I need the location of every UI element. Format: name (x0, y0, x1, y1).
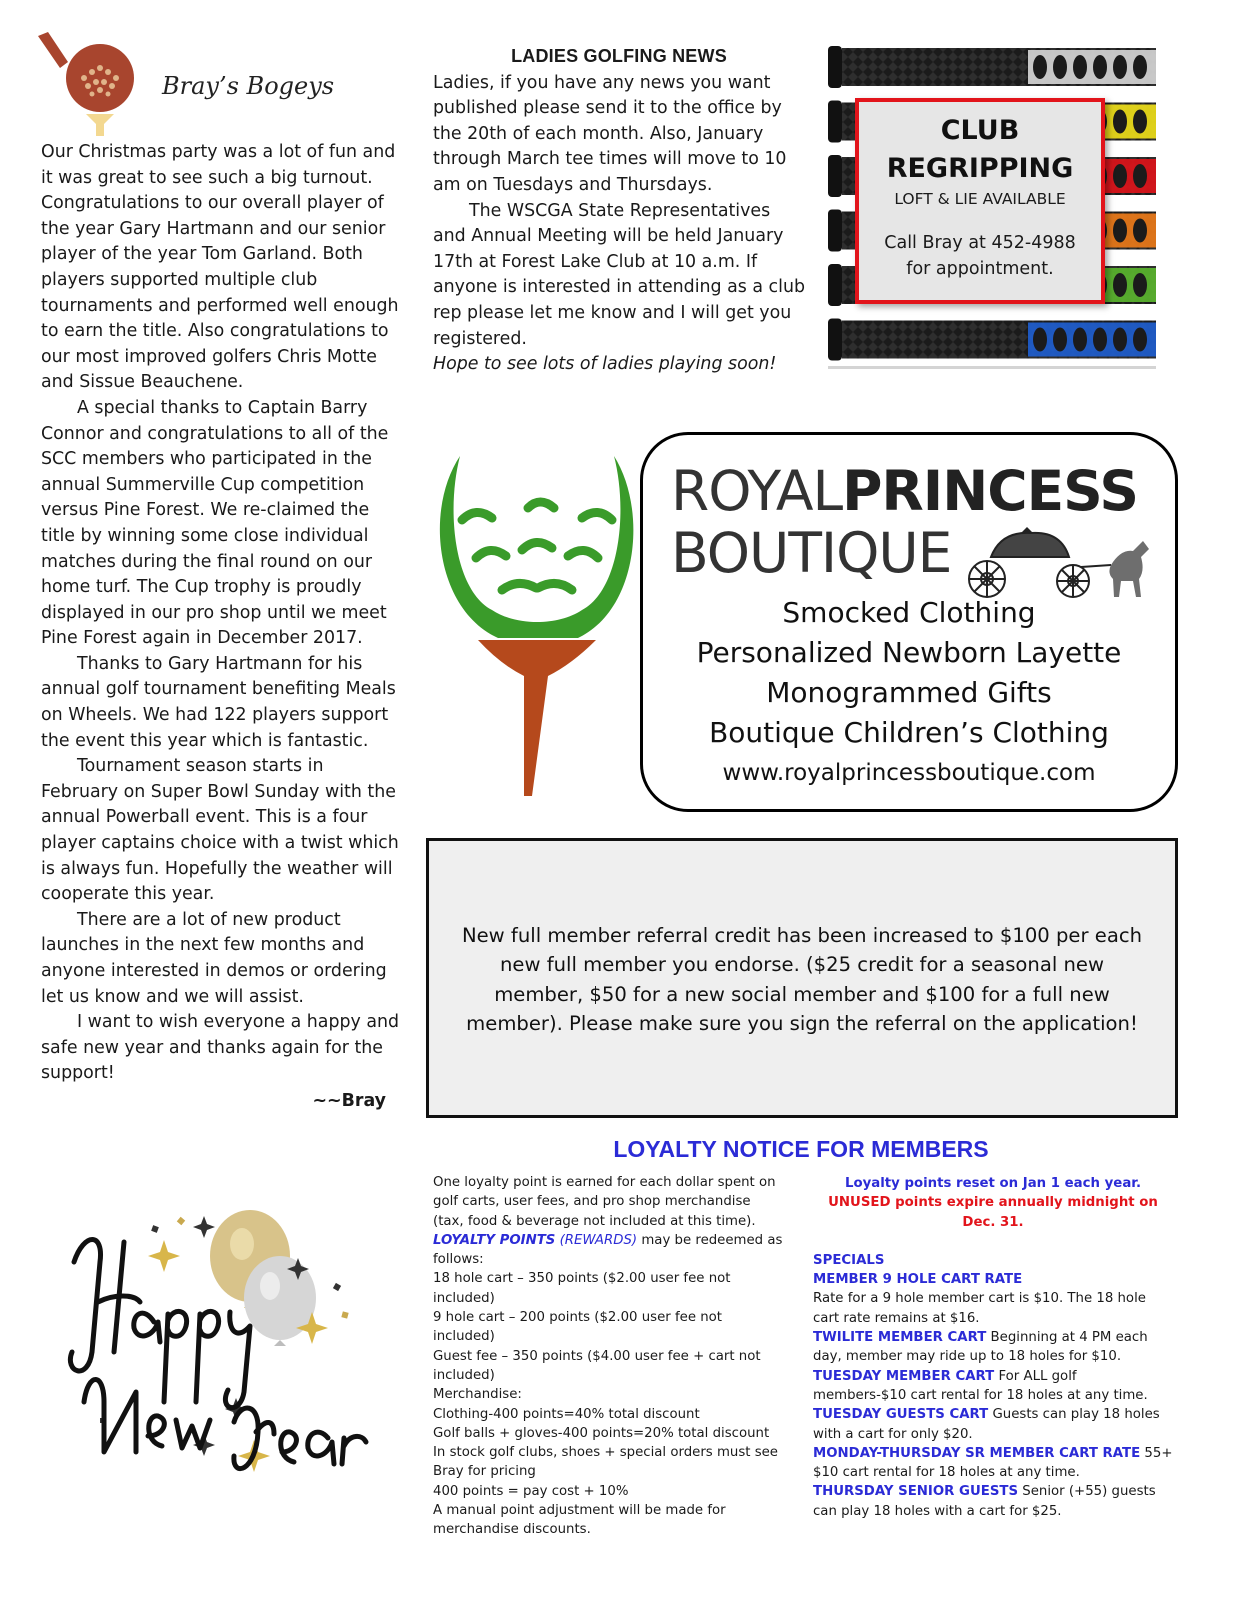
loyalty-item: Clothing-400 points=40% total discount (433, 1406, 700, 1422)
special-label: MONDAY-THURSDAY SR MEMBER CART RATE (813, 1445, 1141, 1461)
loyalty-points-label: LOYALTY POINTS (433, 1232, 556, 1248)
happy-new-year-graphic (44, 1202, 392, 1492)
boutique-name-light: ROYAL (671, 459, 843, 523)
regrip-title-line: CLUB (940, 115, 1020, 146)
special-item (813, 1367, 1173, 1406)
brays-bogeys-title: Bray’s Bogeys (162, 72, 335, 100)
special-label: THURSDAY SENIOR GUESTS (813, 1484, 1019, 1500)
loyalty-item: 18 hole cart – 350 points ($2.00 user fee not included) (433, 1271, 731, 1306)
loyalty-intro: One loyalty point is earned for each dollar spent on golf carts, user fees, and pro shop merchandise (tax, food & beverage not included at this time). (433, 1175, 776, 1229)
brays-paragraph: Thanks to Gary Hartmann for his annual golf tournament benefiting Meals on Wheels. We had 122 players support the event this year which is fantastic. (41, 653, 396, 751)
special-text: Guests can play 18 holes with a cart for only $20. (813, 1407, 1160, 1442)
rewards-label: (REWARDS) (559, 1232, 638, 1248)
boutique-name (671, 461, 1138, 521)
special-label: TUESDAY MEMBER CART (813, 1368, 995, 1384)
brays-bogeys-column (41, 140, 406, 1115)
specials-heading: SPECIALS (813, 1252, 885, 1268)
grip-row (828, 319, 1156, 361)
loyalty-item: Golf balls + gloves-400 points=20% total discount (433, 1425, 770, 1441)
boutique-line: Boutique Children’s Clothing (709, 716, 1109, 749)
regrip-call-line: Call Bray at 452-4988 (884, 233, 1076, 253)
referral-credit-box (426, 838, 1178, 1118)
special-text: For ALL golf members-$10 cart rental for 18 holes at any time. (813, 1368, 1148, 1403)
loyalty-title: LOYALTY NOTICE FOR MEMBERS (613, 1136, 989, 1162)
loyalty-item: In stock golf clubs, shoes + special orders must see Bray for pricing (433, 1445, 778, 1480)
regrip-title-line: REGRIPPING (886, 153, 1074, 184)
ladies-paragraph: The WSCGA State Representatives and Annual Meeting will be held January 17th at Forest Lake Club at 10 a.m. If anyone is interested in attending as a club rep please let me know and I will get you registered. (433, 200, 806, 349)
special-item (813, 1405, 1173, 1444)
ladies-golfing-news (433, 44, 805, 378)
brays-signature: ~~Bray (312, 1090, 386, 1111)
special-text: Beginning at 4 PM each day, member may ride up to 18 holes for $10. (813, 1330, 1148, 1365)
green-golf-ball-tee-logo (432, 450, 642, 800)
special-item (813, 1444, 1173, 1483)
redeem-text: may be redeemed as follows: (433, 1232, 783, 1268)
loyalty-left-column (433, 1173, 783, 1540)
brays-paragraph: A special thanks to Captain Barry Connor and congratulations to all of the SCC members who participated in the annual Summerville Cup competition versus Pine Forest. We re-claimed the title by winning some close individual matches during the final round on our home turf. The Cup trophy is proudly displayed in our pro shop until we meet Pine Forest again in December 2017. (41, 397, 389, 649)
special-text: 55+ $10 cart rental for 18 holes at any time. (813, 1445, 1173, 1481)
special-item (813, 1270, 1173, 1328)
loyalty-item: Guest fee – 350 points ($4.00 user fee + cart not included) (433, 1348, 761, 1383)
regrip-title (859, 112, 1101, 188)
special-item (813, 1482, 1173, 1521)
special-label: TWILITE MEMBER CART (813, 1330, 987, 1346)
ladies-paragraph: Ladies, if you have any news you want published please send it to the office by the 20th of each month. Also, January through March tee times will move to 10 am on Tuesdays and Thursdays. (433, 72, 787, 195)
referral-text: New full member referral credit has been increased to $100 per each new full member you endorse. ($25 credit for a seasonal new member, $50 for a new social member and $100 for a full new member). Please make sure you sign the referral on the application! (461, 924, 1143, 1035)
special-text: Senior (+55) guests can play 18 holes with a cart for $25. (813, 1484, 1156, 1519)
loyalty-expire-notice: UNUSED points expire annually midnight on Dec. 31. (828, 1195, 1158, 1230)
loyalty-item: Merchandise: (433, 1387, 522, 1403)
club-regripping-ad (855, 98, 1105, 304)
brays-paragraph: Tournament season starts in February on Super Bowl Sunday with the annual Powerball event. This is a four player captains choice with a twist which is always fun. Hopefully the weather will cooperate this year. (41, 756, 399, 905)
boutique-lines (643, 593, 1175, 793)
regrip-call (859, 230, 1101, 282)
loyalty-reset-notice: Loyalty points reset on Jan 1 each year. (845, 1176, 1141, 1191)
ladies-heading: LADIES GOLFING NEWS (511, 46, 727, 66)
grip-row (828, 46, 1156, 88)
bray-golf-ball-tee-logo (34, 32, 164, 140)
brays-paragraph: Our Christmas party was a lot of fun and it was great to see such a big turnout. Congratulations to our overall player of the year Gary Hartmann and our senior player of the year Tom Garland. Both players supported multiple club tournaments and performed well enough to earn the title. Also congratulations to our most improved golfers Chris Motte and Sissue Beauchene. (41, 142, 399, 393)
boutique-line: Smocked Clothing (782, 596, 1036, 629)
boutique-url: www.royalprincessboutique.com (722, 760, 1096, 786)
royal-princess-boutique-ad (640, 432, 1178, 812)
carriage-image (961, 527, 1161, 601)
boutique-line: Personalized Newborn Layette (696, 636, 1122, 669)
regrip-subtitle: LOFT & LIE AVAILABLE (894, 190, 1066, 208)
loyalty-item: 400 points = pay cost + 10% (433, 1483, 629, 1499)
special-label: TUESDAY GUESTS CART (813, 1407, 989, 1423)
loyalty-item: A manual point adjustment will be made for merchandise discounts. (433, 1503, 726, 1538)
loyalty-redeem (433, 1231, 783, 1270)
brays-paragraph: I want to wish everyone a happy and safe new year and thanks again for the support! (41, 1012, 400, 1084)
regrip-call-line: for appointment. (906, 259, 1054, 279)
special-text: Rate for a 9 hole member cart is $10. The 18 hole cart rate remains at $16. (813, 1291, 1146, 1326)
special-item (813, 1328, 1173, 1367)
boutique-name-line2: BOUTIQUE (671, 521, 952, 585)
boutique-line: Monogrammed Gifts (766, 676, 1052, 709)
loyalty-item: 9 hole cart – 200 points ($2.00 user fee not included) (433, 1310, 723, 1345)
special-label: MEMBER 9 HOLE CART RATE (813, 1272, 1023, 1288)
loyalty-right-column (813, 1174, 1173, 1521)
ladies-closing: Hope to see lots of ladies playing soon! (433, 354, 777, 375)
boutique-name-bold: PRINCESS (842, 459, 1138, 523)
brays-paragraph: There are a lot of new product launches in the next few months and anyone interested in demos or ordering let us know and we will assist. (41, 909, 387, 1007)
